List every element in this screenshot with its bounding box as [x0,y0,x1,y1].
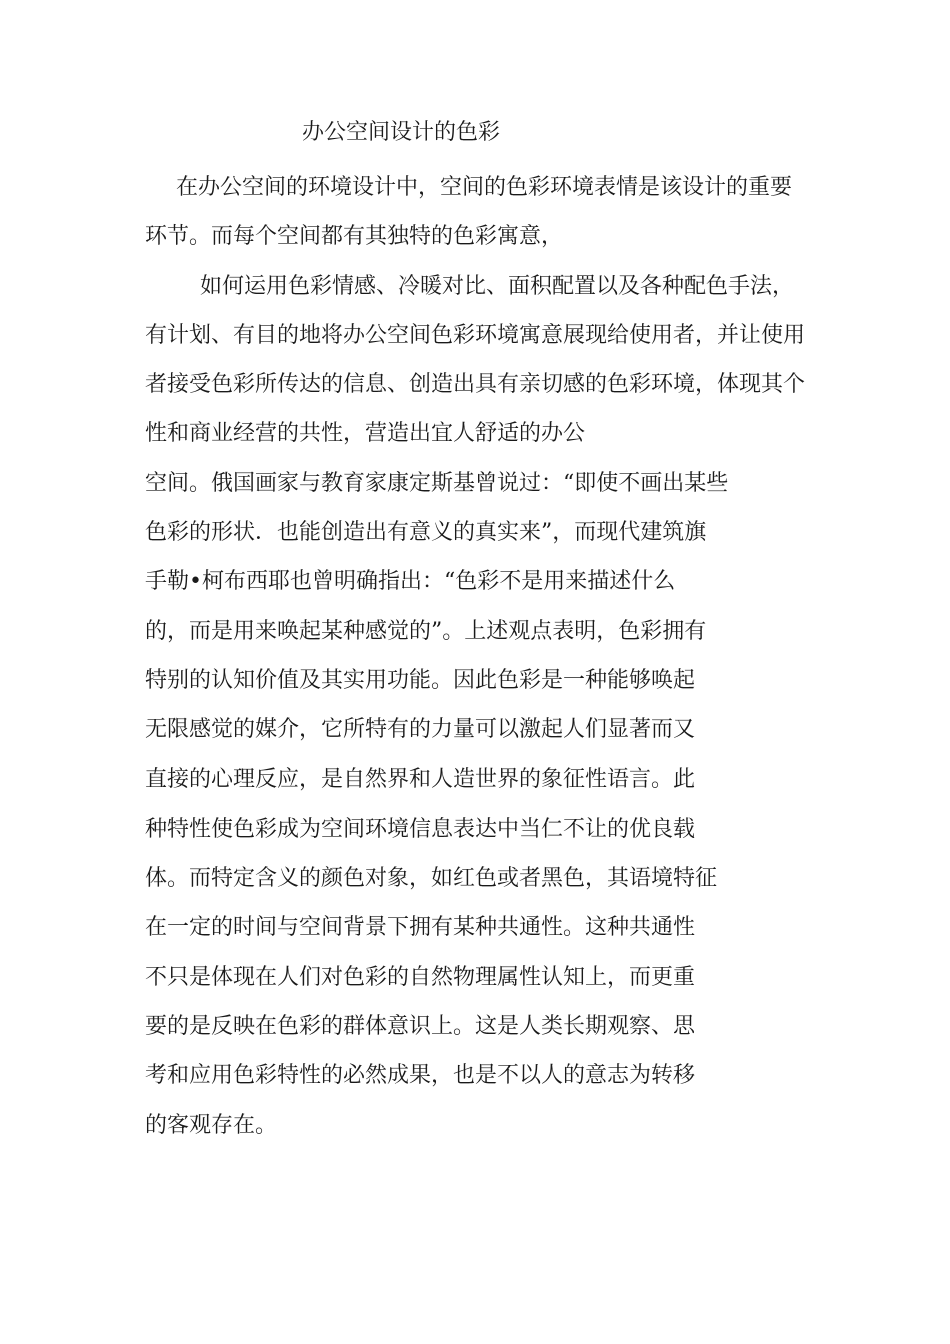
text-line-4: 有计划、有目的地将办公空间色彩环境寓意展现给使用者，并让使用 [145,323,806,348]
text-line-7: 空间。俄国画家与教育家康定斯基曾说过：“即使不画出某些 [145,471,729,496]
text-line-1: 在办公空间的环境设计中，空间的色彩环境表情是该设计的重要 [176,175,793,200]
text-line-17: 不只是体现在人们对色彩的自然物理属性认知上，而更重 [145,965,696,990]
text-line-10: 的，而是用来唤起某种感觉的”。上述观点表明，色彩拥有 [145,619,707,644]
text-line-19: 考和应用色彩特性的必然成果，也是不以人的意志为转移 [145,1063,696,1088]
text-line-5: 者接受色彩所传达的信息、创造出具有亲切感的色彩环境，体现其个 [145,372,806,397]
text-line-20: 的客观存在。 [145,1113,278,1138]
text-line-18: 要的是反映在色彩的群体意识上。这是人类长期观察、思 [145,1014,696,1039]
text-line-15: 体。而特定含义的颜色对象，如红色或者黑色，其语境特征 [145,866,718,891]
text-line-3: 如何运用色彩情感、冷暖对比、面积配置以及各种配色手法， [200,274,795,299]
text-line-9: 手勒•柯布西耶也曾明确指出：“色彩不是用来描述什么 [145,569,676,594]
text-line-14: 种特性使色彩成为空间环境信息表达中当仁不让的优良载 [145,817,696,842]
text-line-6: 性和商业经营的共性，营造出宜人舒适的办公 [145,421,586,446]
text-line-2: 环节。而每个空间都有其独特的色彩寓意， [145,224,564,249]
text-line-12: 无限感觉的媒介，它所特有的力量可以激起人们显著而又 [145,717,696,742]
text-line-11: 特别的认知价值及其实用功能。因此色彩是一种能够唤起 [145,668,696,693]
document-title: 办公空间设计的色彩 [302,120,501,145]
text-line-13: 直接的心理反应，是自然界和人造世界的象征性语言。此 [145,767,696,792]
text-line-8: 色彩的形状．也能创造出有意义的真实来”，而现代建筑旗 [145,520,707,545]
text-line-16: 在一定的时间与空间背景下拥有某种共通性。这种共通性 [145,915,696,940]
